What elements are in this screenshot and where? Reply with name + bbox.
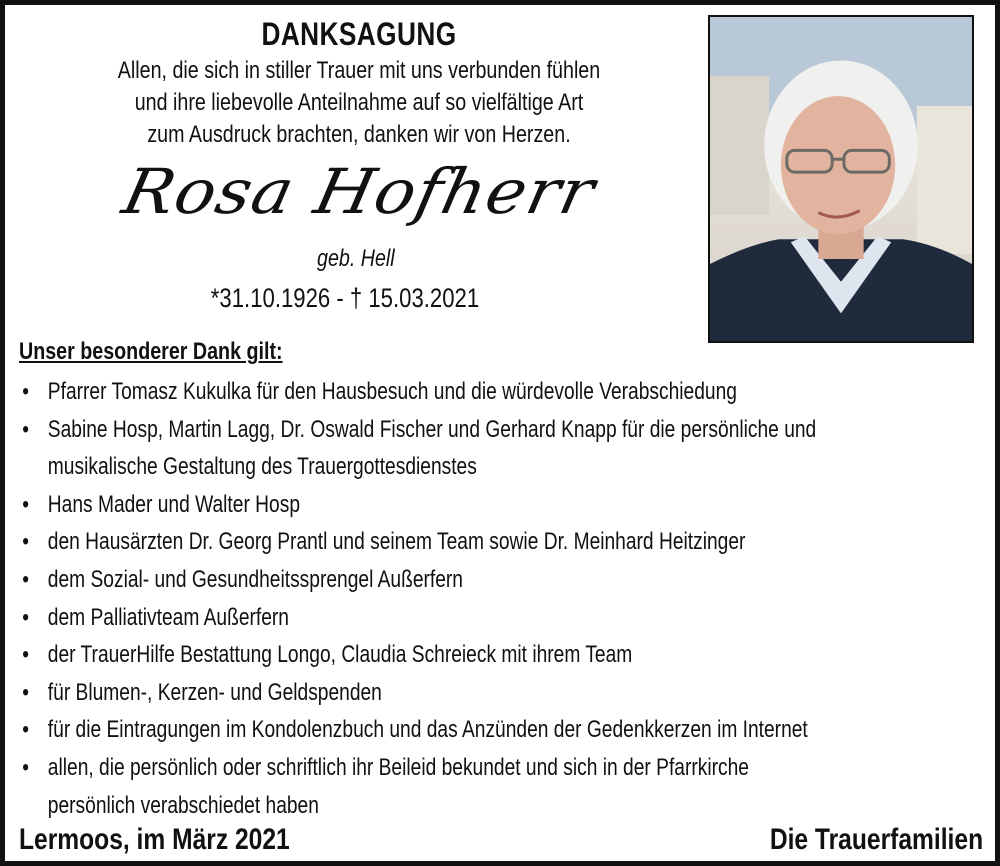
maiden-name: geb. Hell (317, 245, 395, 272)
list-item-text: den Hausärzten Dr. Georg Prantl und seinem Team sowie Dr. Meinhard Heitzinger (47, 528, 746, 556)
bullet-icon: • (22, 641, 29, 669)
list-item-text: dem Palliativteam Außerfern (47, 603, 289, 631)
list-item (19, 711, 979, 749)
list-item-text: Pfarrer Tomasz Kukulka für den Hausbesuch und die würdevolle Verabschiedung (47, 378, 737, 405)
bullet-icon: • (22, 415, 29, 443)
list-item (19, 561, 979, 599)
list-item (19, 486, 979, 524)
portrait-photo (708, 15, 974, 343)
thanks-heading: Unser besonderer Dank gilt: (19, 338, 283, 365)
place-date: Lermoos, im März 2021 (19, 823, 290, 856)
thanks-list (19, 373, 979, 824)
bullet-icon: • (22, 378, 29, 405)
bullet-icon: • (22, 716, 29, 744)
intro-line: Allen, die sich in stiller Trauer mit uns verbunden fühlen (117, 57, 601, 84)
list-item (19, 411, 979, 486)
list-item-text: Sabine Hosp, Martin Lagg, Dr. Oswald Fischer und Gerhard Knapp für die persönliche und (47, 415, 817, 443)
bullet-icon: • (22, 678, 29, 706)
portrait-icon (710, 17, 972, 341)
list-item (19, 749, 979, 824)
list-item-text: für die Eintragungen im Kondolenzbuch und das Anzünden der Gedenkkerzen im Internet (47, 716, 808, 744)
list-item-text: dem Sozial- und Gesundheitssprengel Außerfern (47, 565, 463, 593)
list-item-text: Hans Mader und Walter Hosp (47, 490, 300, 518)
bullet-icon: • (22, 565, 29, 593)
list-item (19, 599, 979, 637)
bullet-icon: • (22, 528, 29, 556)
list-item (19, 674, 979, 712)
list-item-text-continued: persönlich verabschiedet haben (47, 791, 319, 819)
list-item-text: allen, die persönlich oder schriftlich ihr Beileid bekundet und sich in der Pfarrkirche (47, 753, 749, 781)
list-item (19, 523, 979, 561)
bullet-icon: • (22, 490, 29, 518)
intro-line: zum Ausdruck brachten, danken wir von Herzen. (147, 121, 571, 148)
life-dates: *31.10.1926 - † 15.03.2021 (210, 283, 480, 313)
intro-text (80, 55, 638, 151)
list-item-text: der TrauerHilfe Bestattung Longo, Claudia Schreieck mit ihrem Team (47, 641, 633, 669)
list-item (19, 373, 979, 411)
signature: Die Trauerfamilien (769, 823, 983, 856)
bullet-icon: • (22, 603, 29, 631)
list-item-text: für Blumen-, Kerzen- und Geldspenden (47, 678, 382, 706)
page-title: DANKSAGUNG (261, 16, 457, 52)
header-block (19, 13, 699, 231)
deceased-name: Rosa Hofherr (116, 155, 602, 228)
list-item-text-continued: musikalische Gestaltung des Trauergottesdienstes (47, 453, 477, 481)
intro-line: und ihre liebevolle Anteilnahme auf so vielfältige Art (134, 89, 584, 116)
bullet-icon: • (22, 753, 29, 781)
list-item (19, 636, 979, 674)
